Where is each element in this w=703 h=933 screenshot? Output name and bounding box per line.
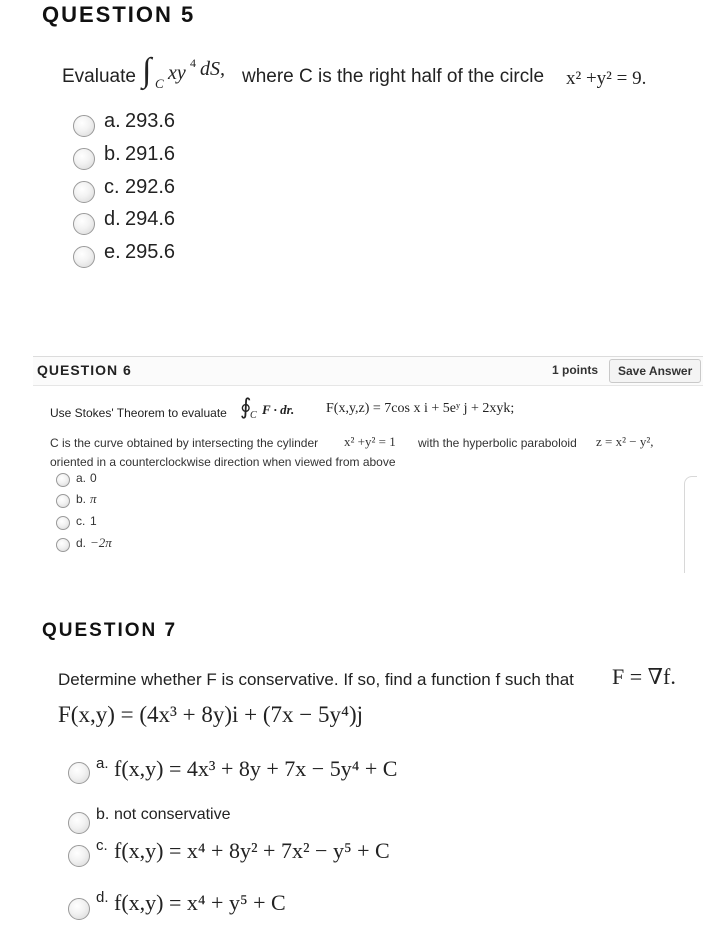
question-5-title: QUESTION 5 [42, 2, 196, 27]
q6-option-d-value: −2π [90, 535, 112, 550]
question-7-title: QUESTION 7 [42, 620, 178, 641]
option-e-letter: e. [104, 241, 121, 263]
gradient-equation: F = ∇f. [612, 664, 676, 689]
stokes-prefix: Use Stokes' Theorem to evaluate [50, 406, 227, 420]
q7-vector-field: F(x,y) = (4x³ + 8y)i + (7x − 5y⁴)j [58, 702, 364, 727]
option-e-radio[interactable] [73, 246, 95, 268]
integrand: xy [168, 62, 186, 84]
circle-equation: x² +y² = 9. [566, 68, 647, 89]
curve-prefix: C is the curve obtained by intersecting the cylinder [50, 436, 319, 450]
option-a-radio[interactable] [73, 115, 95, 137]
q6-option-b-letter: b. [76, 492, 87, 506]
q7-option-a-value: f(x,y) = 4x³ + 8y + 7x − 5y⁴ + C [114, 756, 398, 781]
option-b-letter: b. [104, 143, 121, 165]
q6-option-d-radio[interactable] [56, 538, 70, 552]
vector-field: F(x,y,z) = 7cos x i + 5eʸ j + 2xyk; [326, 401, 515, 416]
q6-option-b-radio[interactable] [56, 494, 70, 508]
q7-option-b-letter: b. [96, 806, 110, 823]
option-c-radio[interactable] [73, 181, 95, 203]
q7-option-d-radio[interactable] [68, 898, 90, 920]
q6-option-b-value: π [90, 491, 97, 506]
q7-option-a-letter: a. [96, 755, 109, 772]
points-label: 1 points [552, 363, 599, 377]
curve-mid: with the hyperbolic paraboloid [418, 436, 577, 450]
question-6-header [33, 356, 703, 386]
prompt-prefix: Evaluate [62, 66, 136, 87]
orientation-text: oriented in a counterclockwise direction when viewed from above [50, 455, 396, 469]
option-c-letter: c. [104, 176, 120, 198]
question-7-prompt [58, 664, 698, 694]
q7-option-c-radio[interactable] [68, 845, 90, 867]
question-6-title: QUESTION 6 [37, 362, 132, 378]
line-integrand: F · dr. [262, 402, 295, 417]
q7-option-c-value: f(x,y) = x⁴ + 8y² + 7x² − y⁵ + C [114, 838, 390, 863]
integral-subscript: C [155, 76, 164, 91]
paraboloid-equation: z = x² − y², [596, 434, 654, 449]
cylinder-equation: x² +y² = 1 [344, 434, 396, 449]
integral-sign: ∫ [142, 52, 152, 89]
integrand-exponent: 4 [190, 56, 196, 70]
q6-option-c-value: 1 [90, 514, 97, 528]
q6-option-c-radio[interactable] [56, 516, 70, 530]
question-5-prompt [62, 52, 702, 96]
question-6-curve-text [50, 436, 700, 472]
q7-option-c-letter: c. [96, 837, 108, 854]
line-integral-sign: ∮ [240, 394, 252, 419]
option-e-value: 295.6 [125, 241, 176, 263]
conservative-prompt: Determine whether F is conservative. If so, find a function f such that [58, 670, 574, 689]
save-answer-button[interactable]: Save Answer [609, 359, 701, 383]
option-d-value: 294.6 [125, 208, 176, 230]
q7-option-a-radio[interactable] [68, 762, 90, 784]
option-d-letter: d. [104, 208, 121, 230]
option-a-letter: a. [104, 110, 121, 132]
q6-option-a-letter: a. [76, 471, 87, 485]
option-d-radio[interactable] [73, 213, 95, 235]
prompt-suffix: where C is the right half of the circle [242, 66, 545, 87]
option-c-value: 292.6 [125, 176, 176, 198]
q7-option-b-value: not conservative [114, 806, 231, 823]
q7-option-b-radio[interactable] [68, 812, 90, 834]
option-b-value: 291.6 [125, 143, 176, 165]
q6-option-a-radio[interactable] [56, 473, 70, 487]
question-6-prompt [50, 396, 690, 426]
q6-option-a-value: 0 [90, 471, 97, 485]
q6-option-c-letter: c. [76, 514, 86, 528]
ds-term: dS, [200, 58, 225, 80]
option-a-value: 293.6 [125, 110, 176, 132]
scroll-panel-edge [684, 476, 697, 573]
option-b-radio[interactable] [73, 148, 95, 170]
q7-option-d-value: f(x,y) = x⁴ + y⁵ + C [114, 890, 286, 915]
q7-option-d-letter: d. [96, 889, 109, 906]
line-integral-subscript: C [250, 410, 257, 421]
q6-option-d-letter: d. [76, 536, 87, 550]
